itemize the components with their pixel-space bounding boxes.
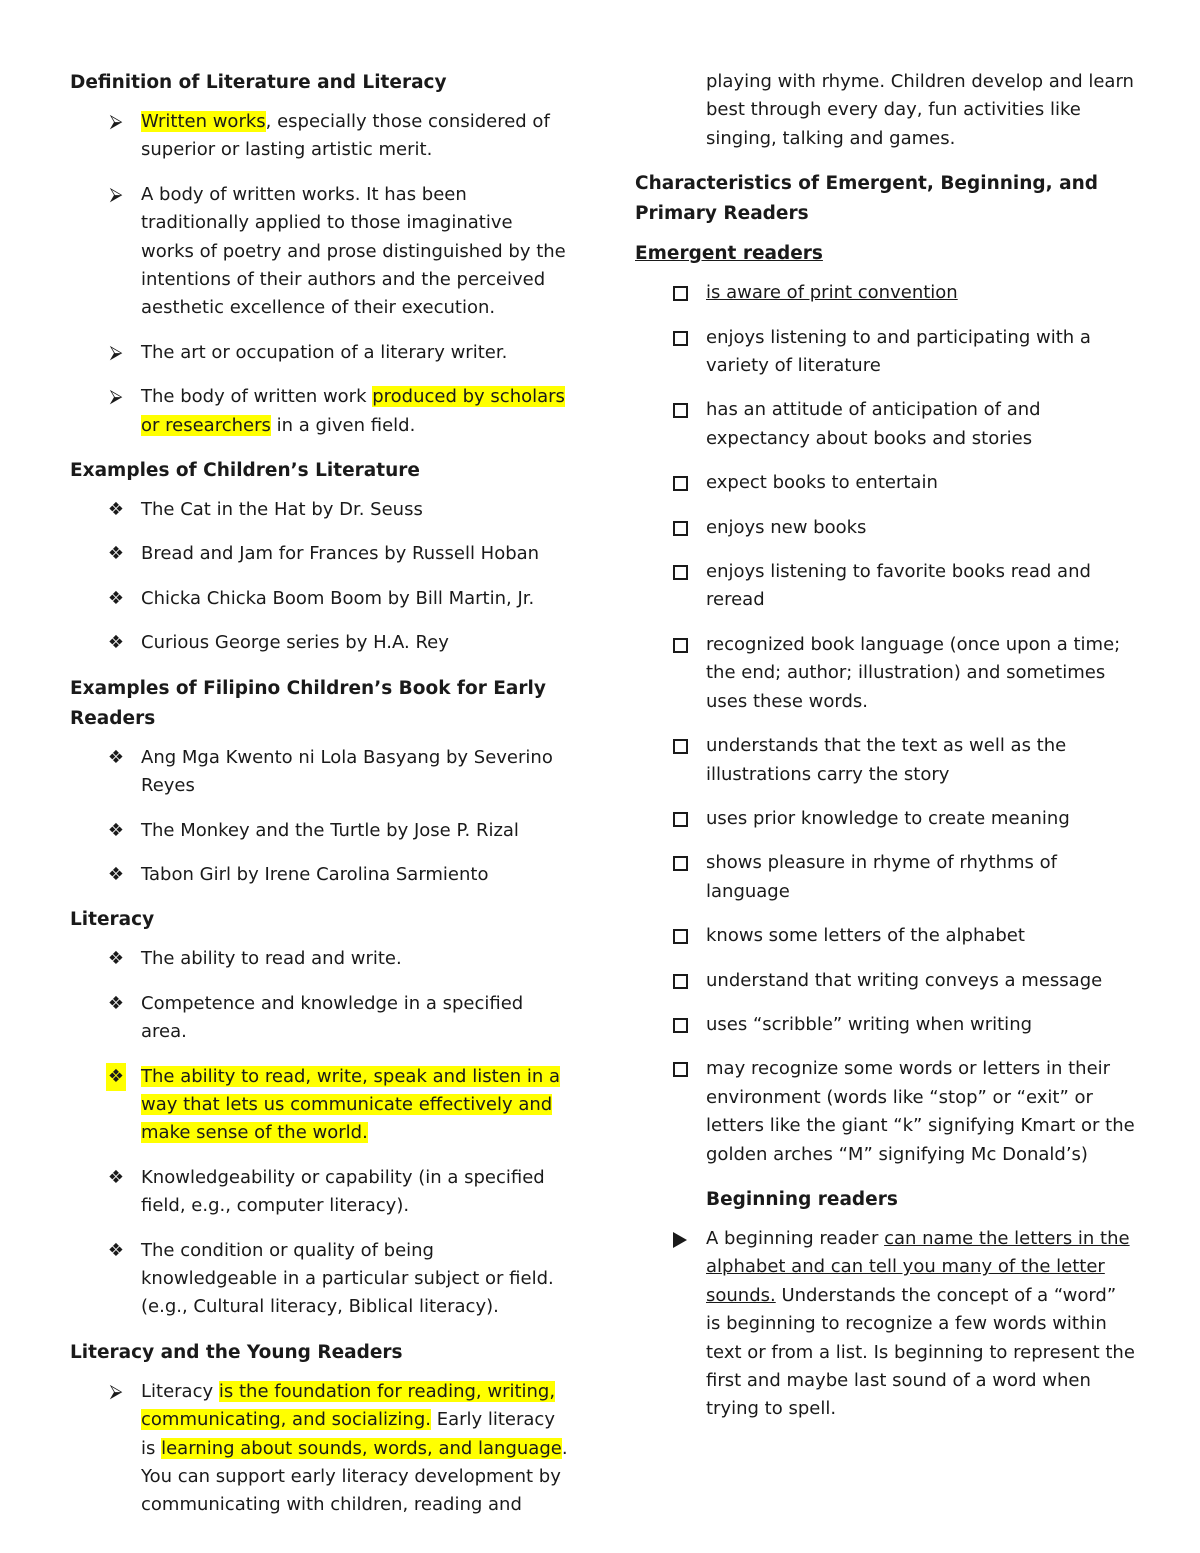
checklist-item bbox=[635, 1011, 1135, 1039]
item-text: The ability to read and write. bbox=[141, 948, 402, 970]
arrow-bullet-icon: ⮚ bbox=[109, 386, 123, 408]
diamond-bullet-icon: ❖ bbox=[106, 1063, 126, 1091]
checklist-item bbox=[635, 732, 1135, 789]
item-text: shows pleasure in rhyme of rhythms of language bbox=[706, 852, 1058, 902]
item-text: is aware of print convention bbox=[706, 282, 958, 304]
checkbox-icon bbox=[673, 739, 688, 754]
checklist-item bbox=[635, 922, 1135, 950]
item-text: enjoys listening to favorite books read and reread bbox=[706, 561, 1091, 611]
heading-young-readers: Literacy and the Young Readers bbox=[70, 1341, 403, 1363]
item-text: A beginning reader bbox=[706, 1227, 885, 1249]
item-text: uses “scribble” writing when writing bbox=[706, 1013, 1033, 1035]
checklist-item bbox=[635, 279, 1135, 307]
highlighted-text: is the foundation for reading, writing, communicating, and socializing. bbox=[141, 1380, 556, 1431]
list-item bbox=[70, 383, 570, 440]
list-item bbox=[70, 339, 570, 367]
right-column bbox=[635, 68, 1135, 1440]
checkbox-icon bbox=[673, 812, 688, 827]
diamond-bullet-icon: ❖ bbox=[107, 587, 125, 609]
diamond-bullet-icon: ❖ bbox=[107, 632, 125, 654]
list-item bbox=[70, 181, 570, 323]
checklist-item bbox=[635, 849, 1135, 906]
checklist-item bbox=[635, 1055, 1135, 1169]
underlined-text: can name the letters in the alphabet and can tell you many of the letter sounds. bbox=[706, 1227, 1130, 1306]
checklist-item bbox=[635, 558, 1135, 615]
checkbox-icon bbox=[673, 521, 688, 536]
highlighted-text: learning about sounds, words, and language bbox=[161, 1437, 562, 1459]
item-text: , especially those considered of superior or lasting artistic merit. bbox=[141, 111, 550, 161]
heading-characteristics: Characteristics of Emergent, Beginning, and Primary Readers bbox=[635, 173, 1099, 225]
checkbox-icon bbox=[673, 331, 688, 346]
diamond-bullet-icon: ❖ bbox=[107, 819, 125, 841]
item-text: Early literacy is bbox=[141, 1409, 555, 1459]
heading-text: Emergent readers bbox=[635, 243, 823, 265]
item-text: in a given field. bbox=[270, 414, 416, 436]
diamond-bullet-icon: ❖ bbox=[107, 863, 125, 885]
heading-emergent-readers bbox=[635, 239, 1135, 269]
checkbox-icon bbox=[673, 565, 688, 580]
heading-definition: Definition of Literature and Literacy bbox=[70, 72, 447, 93]
heading-childrens-literature: Examples of Children’s Literature bbox=[70, 460, 420, 482]
item-text: knows some letters of the alphabet bbox=[706, 925, 1025, 947]
item-text: enjoys listening to and participating with a variety of literature bbox=[706, 326, 1091, 377]
list-item bbox=[70, 945, 570, 973]
list-item bbox=[70, 1063, 570, 1148]
list-item bbox=[70, 817, 570, 845]
list-item bbox=[70, 1164, 570, 1221]
checkbox-icon bbox=[673, 1062, 688, 1077]
heading-literacy: Literacy bbox=[70, 909, 155, 931]
list-item bbox=[70, 496, 570, 524]
item-text: has an attitude of anticipation of and expectancy about books and stories bbox=[706, 399, 1041, 449]
checkbox-icon bbox=[673, 929, 688, 944]
item-text: understands that the text as well as the illustrations carry the story bbox=[706, 735, 1067, 785]
left-column bbox=[70, 68, 570, 1536]
item-text: The Cat in the Hat by Dr. Seuss bbox=[141, 499, 423, 521]
arrow-bullet-icon: ⮚ bbox=[109, 111, 123, 132]
heading-beginning-readers: Beginning readers bbox=[706, 1188, 898, 1210]
item-text: Chicka Chicka Boom Boom by Bill Martin, Jr. bbox=[141, 587, 535, 609]
item-text: Bread and Jam for Frances by Russell Hoban bbox=[141, 543, 540, 565]
checklist-item bbox=[635, 469, 1135, 497]
arrow-bullet-icon: ⮚ bbox=[109, 1380, 123, 1402]
highlighted-text: produced by scholars or researchers bbox=[141, 386, 565, 436]
item-text: Knowledgeability or capability (in a specified field, e.g., computer literacy). bbox=[141, 1166, 545, 1217]
list-item bbox=[70, 540, 570, 568]
item-text: Tabon Girl by Irene Carolina Sarmiento bbox=[141, 863, 489, 885]
list-item bbox=[70, 1378, 570, 1520]
list-item bbox=[70, 108, 570, 165]
highlighted-text: The ability to read, write, speak and listen in a way that lets us communicate effectively and make sense of the world. bbox=[141, 1065, 561, 1144]
list-item bbox=[70, 744, 570, 801]
checklist-item bbox=[635, 631, 1135, 716]
continued-paragraph: playing with rhyme. Children develop and learn best through every day, fun activities like singing, talking and games. bbox=[706, 71, 1134, 149]
item-text: Curious George series by H.A. Rey bbox=[141, 632, 449, 654]
emergent-checklist bbox=[635, 324, 1135, 1169]
diamond-bullet-icon: ❖ bbox=[107, 499, 125, 521]
list-item bbox=[70, 1237, 570, 1322]
heading-filipino-books: Examples of Filipino Children’s Book for Early Readers bbox=[70, 677, 546, 729]
item-text: The art or occupation of a literary writer. bbox=[141, 341, 508, 363]
item-text: Literacy bbox=[141, 1380, 219, 1402]
item-text: Competence and knowledge in a specified area. bbox=[141, 992, 524, 1043]
item-text: The body of written work bbox=[141, 386, 373, 408]
item-text: uses prior knowledge to create meaning bbox=[706, 807, 1070, 829]
list-item bbox=[70, 585, 570, 613]
item-text: may recognize some words or letters in their environment (words like “stop” or “exit” or letters like the giant “k” signifying Kmart or the golden arches “M” signifying Mc Donald’s) bbox=[706, 1058, 1135, 1165]
checkbox-icon bbox=[673, 403, 688, 418]
list-item bbox=[70, 629, 570, 657]
checklist-item bbox=[635, 805, 1135, 833]
checkbox-icon bbox=[673, 974, 688, 989]
checklist-item bbox=[635, 396, 1135, 453]
item-text: expect books to entertain bbox=[706, 472, 938, 494]
item-text: . You can support early literacy development by communicating with children, reading and bbox=[141, 1437, 568, 1516]
diamond-bullet-icon: ❖ bbox=[107, 992, 125, 1014]
diamond-bullet-icon: ❖ bbox=[107, 543, 125, 565]
checkbox-icon bbox=[673, 476, 688, 491]
triangle-bullet-icon bbox=[673, 1232, 687, 1248]
item-text: recognized book language (once upon a time; the end; author; illustration) and sometimes uses these words. bbox=[706, 633, 1121, 712]
diamond-bullet-icon: ❖ bbox=[107, 1239, 125, 1261]
diamond-bullet-icon: ❖ bbox=[107, 746, 125, 768]
checklist-item bbox=[635, 324, 1135, 381]
diamond-bullet-icon: ❖ bbox=[107, 948, 125, 970]
checklist-item bbox=[635, 514, 1135, 542]
item-text: The condition or quality of being knowledgeable in a particular subject or field. (e.g., Cultural literacy, Biblical literacy). bbox=[141, 1239, 554, 1318]
item-text: understand that writing conveys a message bbox=[706, 969, 1103, 991]
item-text: A body of written works. It has been traditionally applied to those imaginative works of poetry and prose distinguished by the intentions of their authors and the perceived aesthetic excellence of their execution. bbox=[141, 183, 566, 319]
item-text: The Monkey and the Turtle by Jose P. Rizal bbox=[141, 819, 519, 841]
list-item bbox=[635, 1225, 1135, 1424]
item-text: Understands the concept of a “word” is beginning to recognize a few words within text or from a list. Is beginning to represent the first and maybe last sound of a word when trying to spell. bbox=[706, 1284, 1135, 1420]
item-text: enjoys new books bbox=[706, 516, 867, 538]
arrow-bullet-icon: ⮚ bbox=[109, 183, 123, 205]
checkbox-icon bbox=[673, 1018, 688, 1033]
list-item bbox=[70, 861, 570, 889]
checkbox-icon bbox=[673, 638, 688, 653]
checkbox-icon bbox=[673, 286, 688, 301]
list-item bbox=[70, 990, 570, 1047]
highlighted-text: Written works bbox=[141, 111, 266, 132]
item-text: Ang Mga Kwento ni Lola Basyang by Severino Reyes bbox=[141, 746, 553, 797]
arrow-bullet-icon: ⮚ bbox=[109, 341, 123, 363]
diamond-bullet-icon: ❖ bbox=[107, 1166, 125, 1188]
checklist-item bbox=[635, 967, 1135, 995]
checkbox-icon bbox=[673, 856, 688, 871]
